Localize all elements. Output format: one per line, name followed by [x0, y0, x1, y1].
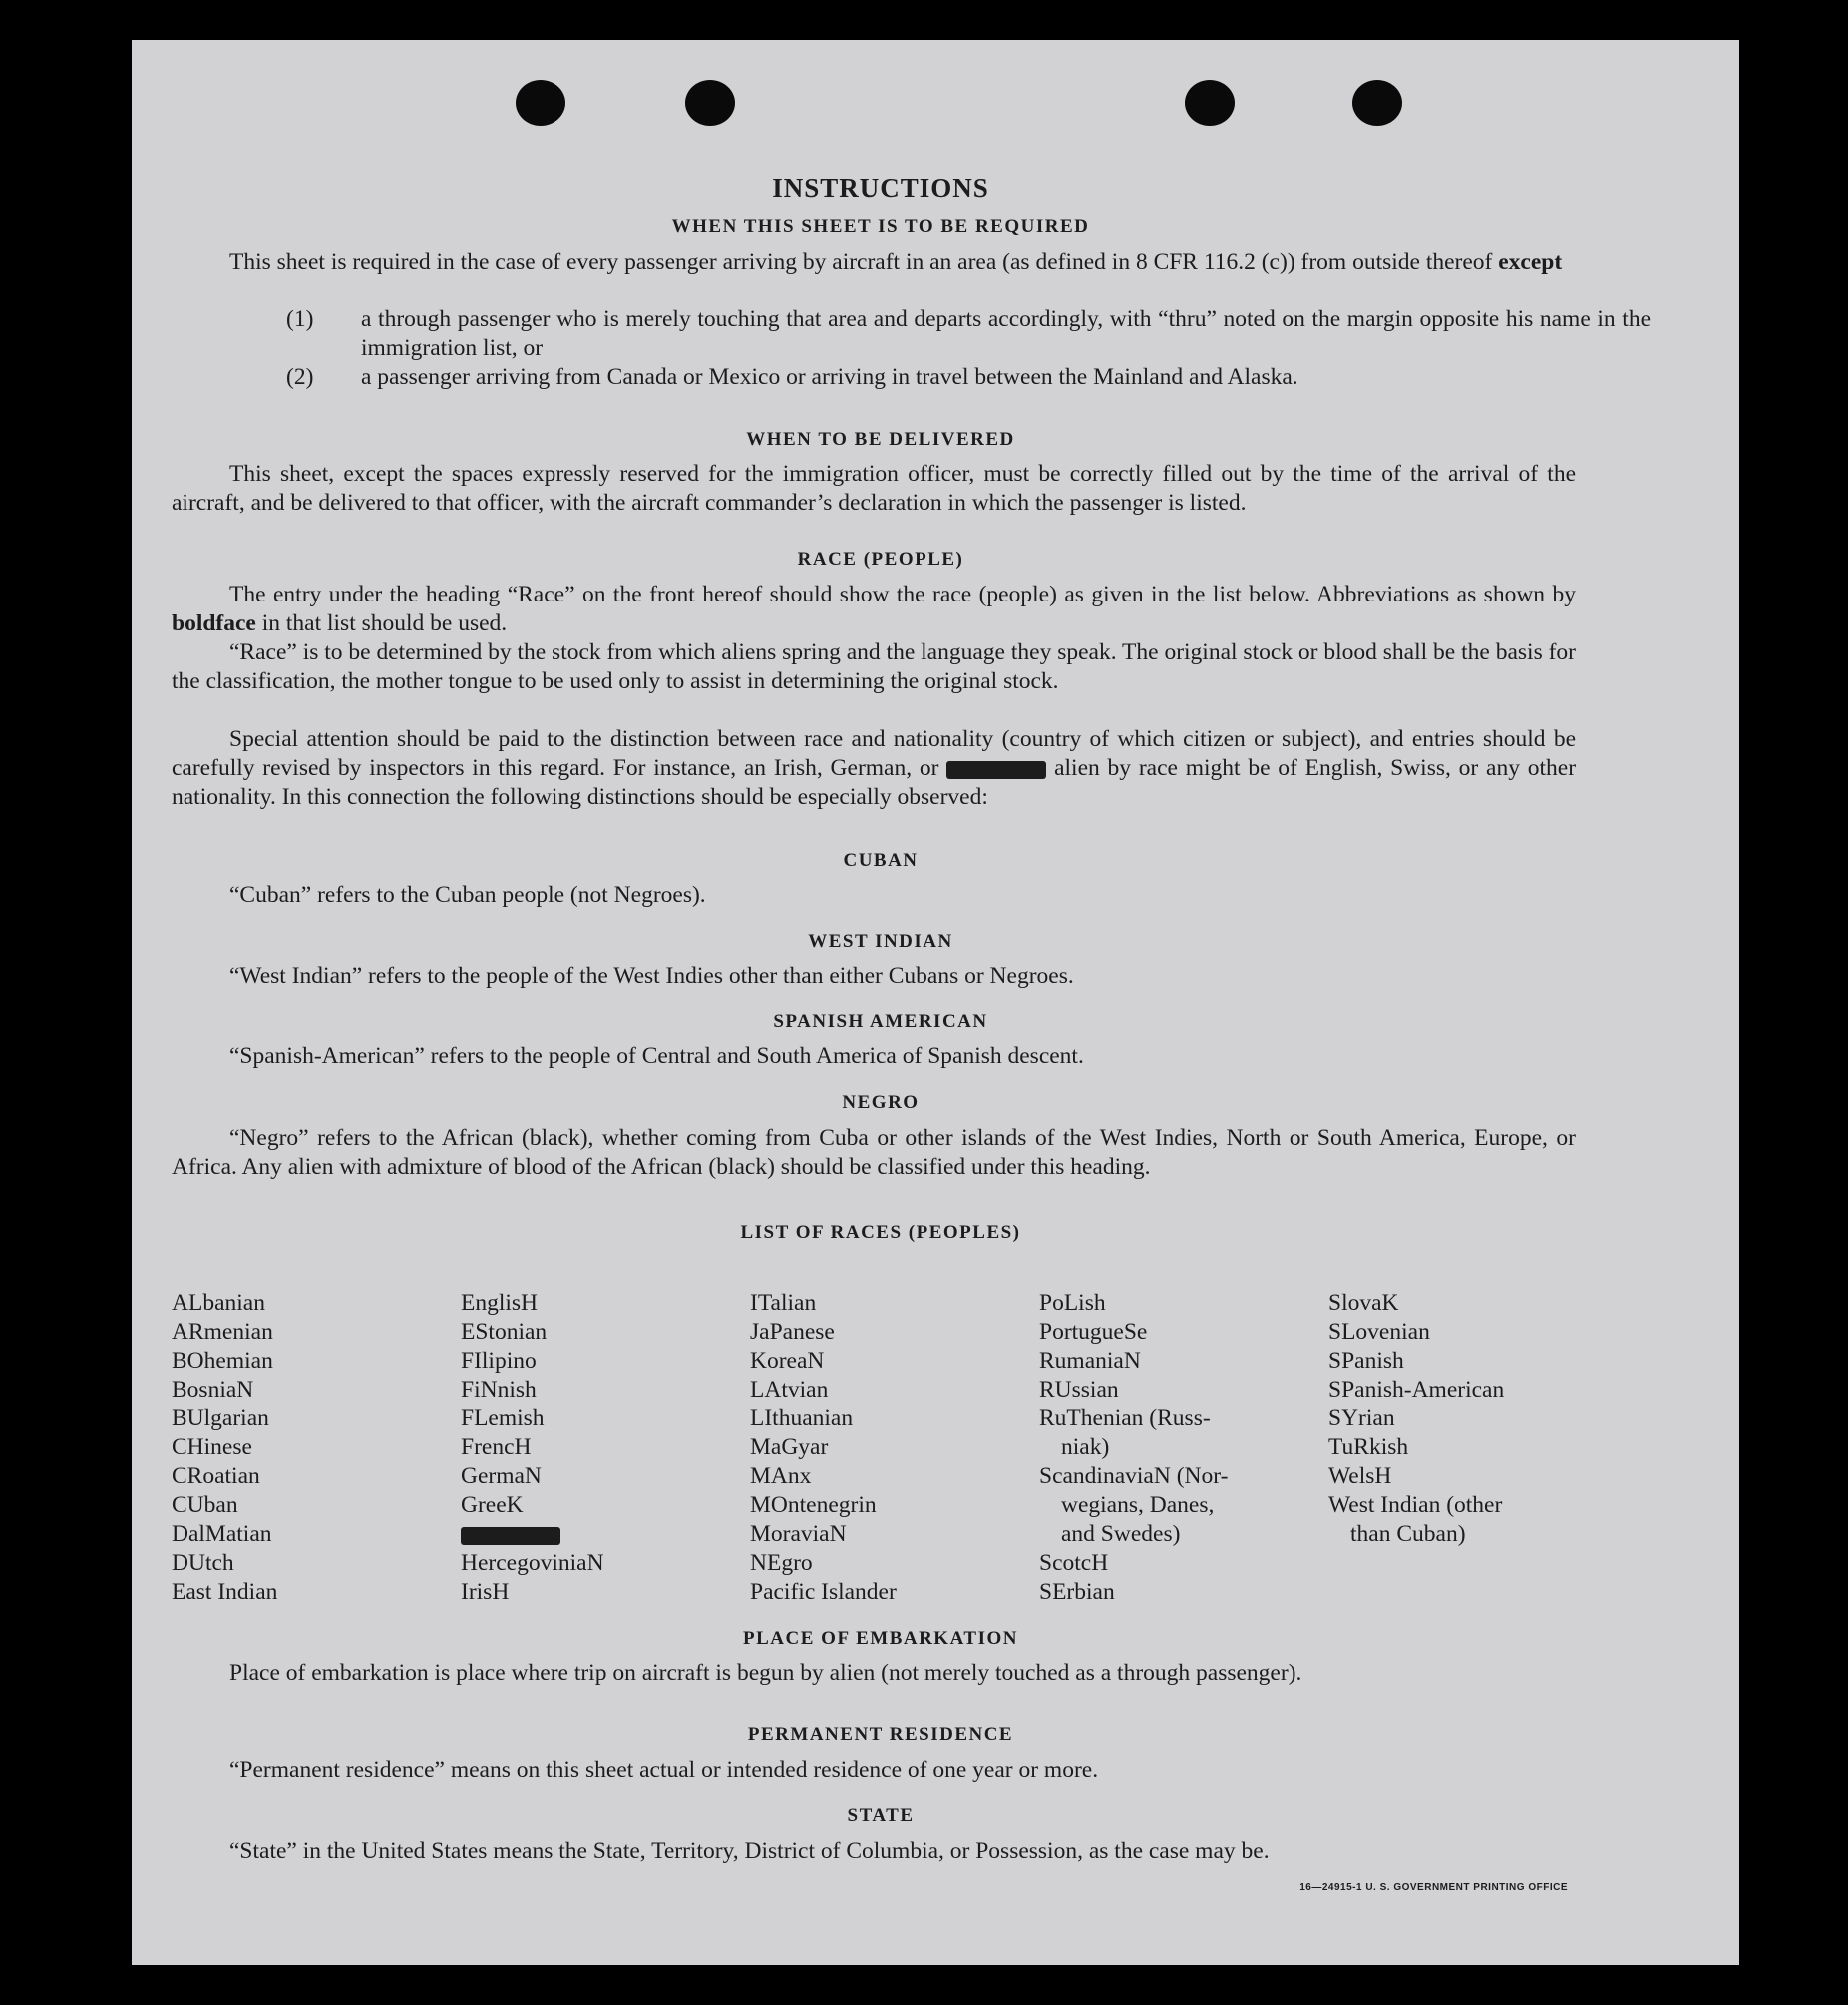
- heading-permanent-residence: PERMANENT RESIDENCE: [747, 1724, 1014, 1745]
- race-entry: SLovenian: [1328, 1319, 1430, 1345]
- race-entry-redacted: [461, 1520, 604, 1549]
- paragraph-negro: “Negro” refers to the African (black), whether coming from Cuba or other islands of the West Indies, North or South America, Europe, or Africa. Any alien with admixture of blood of the African (black) should be classified under this heading.: [172, 1125, 1576, 1180]
- paragraph-race-1: The entry under the heading “Race” on the front hereof should show the race (people) as given in the list below. Abbreviations as shown by boldface in that list should be used.: [172, 582, 1576, 636]
- race-entry: ARmenian: [172, 1319, 273, 1345]
- race-entry: MOntenegrin: [750, 1492, 877, 1518]
- race-entry: RumaniaN: [1039, 1348, 1141, 1374]
- heading-cuban: CUBAN: [843, 850, 919, 871]
- paragraph-residence: “Permanent residence” means on this sheet actual or intended residence of one year or more.: [229, 1757, 1099, 1783]
- heading-spanish-american: SPANISH AMERICAN: [773, 1011, 988, 1032]
- races-column-2: [461, 1289, 604, 1607]
- heading-west-indian: WEST INDIAN: [808, 931, 953, 952]
- punch-hole: [1185, 80, 1235, 126]
- race-entry: NEgro: [750, 1550, 813, 1576]
- race-entry: BosniaN: [172, 1377, 254, 1403]
- race-entry: FrencH: [461, 1434, 532, 1460]
- race-entry: JaPanese: [750, 1319, 835, 1345]
- document-page: [132, 40, 1739, 1965]
- race-entry: SYrian: [1328, 1405, 1395, 1431]
- paragraph-cuban: “Cuban” refers to the Cuban people (not Negroes).: [229, 882, 706, 908]
- race-entry: MaGyar: [750, 1434, 829, 1460]
- race-entry: ScandinaviaN (Nor-: [1039, 1463, 1229, 1489]
- heading-negro: NEGRO: [842, 1092, 920, 1113]
- punch-hole: [685, 80, 735, 126]
- race-entry: FiNnish: [461, 1377, 537, 1403]
- heading-list-of-races: LIST OF RACES (PEOPLES): [740, 1222, 1021, 1243]
- race-entry: GreeK: [461, 1492, 524, 1518]
- heading-state: STATE: [847, 1805, 915, 1826]
- race-entry-continued: than Cuban): [1350, 1521, 1466, 1547]
- race-entry: HercegoviniaN: [461, 1550, 604, 1576]
- redaction-mark: [946, 761, 1046, 779]
- list-item-exception-2: (2) a passenger arriving from Canada or Mexico or arriving in travel between the Mainland and Alaska.: [286, 364, 1298, 390]
- race-entry: PortugueSe: [1039, 1319, 1148, 1345]
- race-entry: ScotcH: [1039, 1550, 1109, 1576]
- paragraph-required: This sheet is required in the case of every passenger arriving by aircraft in an area (as defined in 8 CFR 116.2 (c)) from outside thereof except: [229, 249, 1563, 275]
- race-entry: West Indian (other: [1328, 1492, 1503, 1518]
- race-entry: ITalian: [750, 1290, 817, 1316]
- race-entry: Pacific Islander: [750, 1579, 897, 1605]
- punch-hole: [1352, 80, 1402, 126]
- paragraph-embarkation: Place of embarkation is place where trip on aircraft is begun by alien (not merely touched as a through passenger).: [229, 1660, 1302, 1686]
- race-entry: SPanish-American: [1328, 1377, 1505, 1403]
- race-entry: DalMatian: [172, 1521, 272, 1547]
- paragraph-west-indian: “West Indian” refers to the people of the West Indies other than either Cubans or Negroes.: [229, 963, 1074, 989]
- race-entry: MoraviaN: [750, 1521, 847, 1547]
- race-entry-continued: niak): [1061, 1434, 1110, 1460]
- race-entry: CUban: [172, 1492, 238, 1518]
- races-column-4: [1039, 1289, 1228, 1607]
- race-entry: EnglisH: [461, 1290, 539, 1316]
- races-column-5: [1328, 1289, 1504, 1549]
- race-entry: EStonian: [461, 1319, 548, 1345]
- race-entry: GermaN: [461, 1463, 542, 1489]
- race-entry-continued: and Swedes): [1061, 1521, 1181, 1547]
- race-entry: WelsH: [1328, 1463, 1392, 1489]
- race-entry: IrisH: [461, 1579, 510, 1605]
- race-entry-continued: wegians, Danes,: [1061, 1492, 1215, 1518]
- heading-race: RACE (PEOPLE): [797, 549, 964, 570]
- race-entry: BUlgarian: [172, 1405, 269, 1431]
- paragraph-state: “State” in the United States means the State, Territory, District of Columbia, or Possession, as the case may be.: [229, 1838, 1270, 1864]
- race-entry: SPanish: [1328, 1348, 1404, 1374]
- heading-place-of-embarkation: PLACE OF EMBARKATION: [743, 1628, 1018, 1649]
- race-entry: SErbian: [1039, 1579, 1115, 1605]
- race-entry: TuRkish: [1328, 1434, 1409, 1460]
- race-entry: East Indian: [172, 1579, 278, 1605]
- redaction-mark: [461, 1527, 560, 1545]
- race-entry: SlovaK: [1328, 1290, 1399, 1316]
- race-entry: MAnx: [750, 1463, 812, 1489]
- race-entry: LIthuanian: [750, 1405, 854, 1431]
- race-entry: ALbanian: [172, 1290, 265, 1316]
- race-entry: CHinese: [172, 1434, 252, 1460]
- race-entry: RUssian: [1039, 1377, 1119, 1403]
- heading-when-required: WHEN THIS SHEET IS TO BE REQUIRED: [671, 216, 1090, 237]
- paragraph-race-2: “Race” is to be determined by the stock from which aliens spring and the language they speak. The original stock or blood shall be the basis for the classification, the mother tongue to be used only to assist in determining the original stock.: [172, 639, 1576, 694]
- list-item-exception-1: (1) a through passenger who is merely touching that area and departs accordingly, with “thru” noted on the margin opposite his name in the immigration list, or: [286, 306, 1651, 361]
- race-entry: PoLish: [1039, 1290, 1106, 1316]
- races-column-3: [750, 1289, 897, 1607]
- race-entry: KoreaN: [750, 1348, 825, 1374]
- races-column-1: [172, 1289, 277, 1607]
- race-entry: DUtch: [172, 1550, 234, 1576]
- race-entry: FLemish: [461, 1405, 545, 1431]
- race-entry: BOhemian: [172, 1348, 273, 1374]
- races-list: [172, 1289, 1628, 1628]
- race-entry: FIlipino: [461, 1348, 537, 1374]
- race-entry: LAtvian: [750, 1377, 829, 1403]
- heading-when-delivered: WHEN TO BE DELIVERED: [746, 429, 1015, 450]
- paragraph-delivered: This sheet, except the spaces expressly reserved for the immigration officer, must be correctly filled out by the time of the arrival of the aircraft, and be delivered to that officer, with the aircraft commander’s declaration in which the passenger is listed.: [172, 461, 1576, 516]
- punch-hole: [516, 80, 565, 126]
- race-entry: CRoatian: [172, 1463, 260, 1489]
- paragraph-spanish-american: “Spanish-American” refers to the people of Central and South America of Spanish descent.: [229, 1043, 1084, 1069]
- print-code: 16—24915-1 U. S. GOVERNMENT PRINTING OFFICE: [1299, 1882, 1568, 1893]
- page-title: INSTRUCTIONS: [772, 173, 989, 202]
- paragraph-race-3: Special attention should be paid to the distinction between race and nationality (country of which citizen or subject), and entries should be carefully revised by inspectors in this regard. For instance, an Irish, German, or alien by race might be of English, Swiss, or any other nationality. In this connection the following distinctions should be especially observed:: [172, 726, 1577, 810]
- race-entry: RuThenian (Russ-: [1039, 1405, 1211, 1431]
